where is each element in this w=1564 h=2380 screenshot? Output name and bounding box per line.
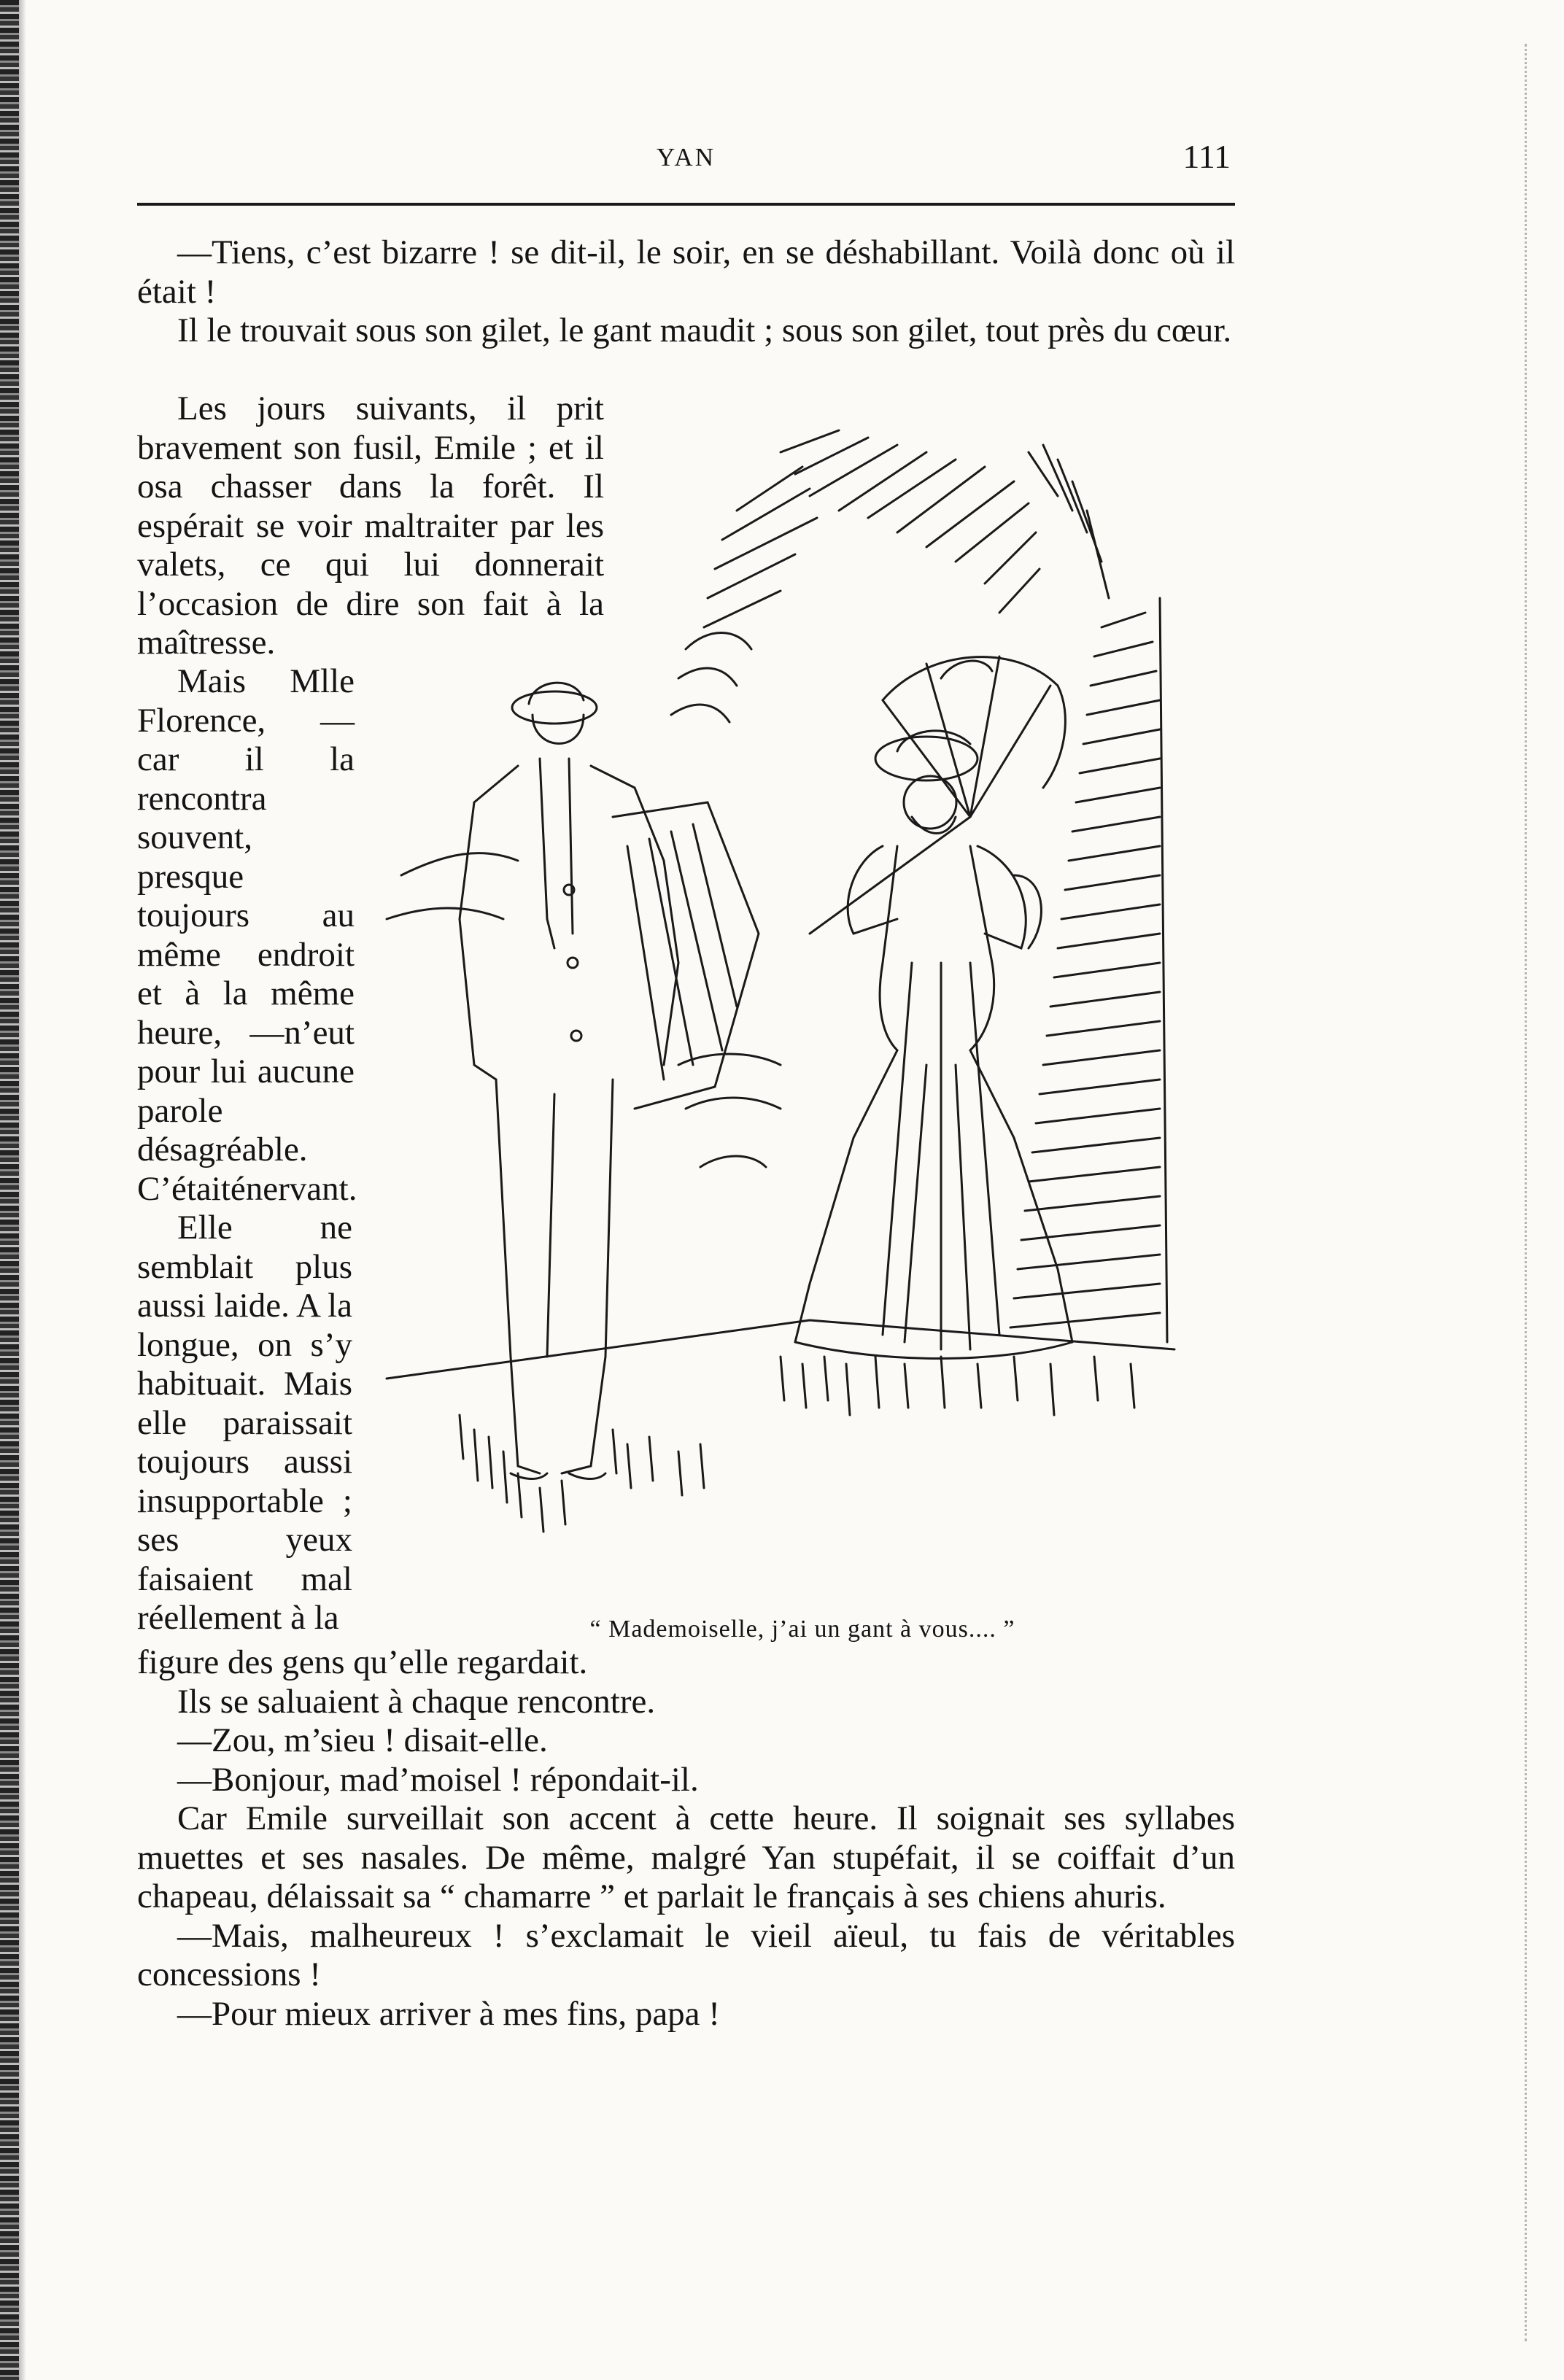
paragraph: Il le trouvait sous son gilet, le gant maudit ; sous son gilet, tout près du cœur. <box>177 311 1232 349</box>
page-binding-edge <box>0 0 19 2380</box>
paragraph-continuation: figure des gens qu’elle regardait. <box>137 1643 588 1681</box>
paragraph: —Pour mieux arriver à mes fins, papa ! <box>177 1994 720 2033</box>
parasol <box>810 656 1065 934</box>
illustration-drawing <box>372 408 1247 1590</box>
header-rule <box>137 203 1235 206</box>
man-figure <box>460 683 759 1478</box>
paragraph: Les jours suivants, il prit bravement son fusil, Emile ; et il osa chasser dans la forêt. Il espérait se voir maltraiter par les valets, ce qui lui donnerait l’occasion de dire son fait à la maîtresse. <box>137 389 604 662</box>
page-number: 111 <box>1182 138 1231 175</box>
foliage-hatching <box>671 430 1109 722</box>
paragraph: —Bonjour, mad’moisel ! répondait-il. <box>177 1760 699 1799</box>
tree-trunk-hatching <box>1010 598 1167 1342</box>
paragraph: Ils se saluaient à chaque rencontre. <box>177 1682 656 1721</box>
bottom-text-block <box>137 1643 1235 2034</box>
paragraph: —Tiens, c’est bizarre ! se dit-il, le soir, en se déshabillant. Voilà donc où il était ! <box>137 233 1235 311</box>
paragraph: Elle ne semblait plus aussi laide. A la longue, on s’y habituait. Mais elle paraissait toujours aussi insupportable ; ses yeux faisaient mal réellement à la <box>137 1209 353 1637</box>
grass-strokes <box>387 1320 1174 1532</box>
paragraph: —Mais, malheureux ! s’exclamait le vieil aïeul, tu fais de véritables concessions ! <box>137 1916 1235 1993</box>
page-right-edge <box>1525 44 1531 2341</box>
illustration-caption: “ Mademoiselle, j’ai un gant à vous.... ” <box>589 1616 1015 1643</box>
page-header <box>137 137 1235 181</box>
woman-figure <box>795 731 1072 1359</box>
wrap-text-column-narrow-lower <box>137 1209 352 1638</box>
paragraph: Mais Mlle Florence, — car il la rencontra souvent, presque toujours au même endroit et à la même heure, —n’eut pour lui aucune parole désagréable. C’étaiténervant. <box>137 662 357 1208</box>
top-text-block <box>137 233 1235 351</box>
background-landscape <box>387 853 781 1167</box>
running-title: YAN <box>657 143 716 171</box>
paragraph: Car Emile surveillait son accent à cette heure. Il soignait ses syllabes muettes et ses nasales. De même, malgré Yan stupéfait, il se coiffait d’un chapeau, délaissait sa “ chamarre ” et parlait le français à ses chiens ahuris. <box>137 1799 1235 1915</box>
paragraph: —Zou, m’sieu ! disait-elle. <box>177 1721 548 1759</box>
illustration-engraving <box>372 408 1247 1590</box>
wrap-text-column-narrow <box>137 662 355 1209</box>
